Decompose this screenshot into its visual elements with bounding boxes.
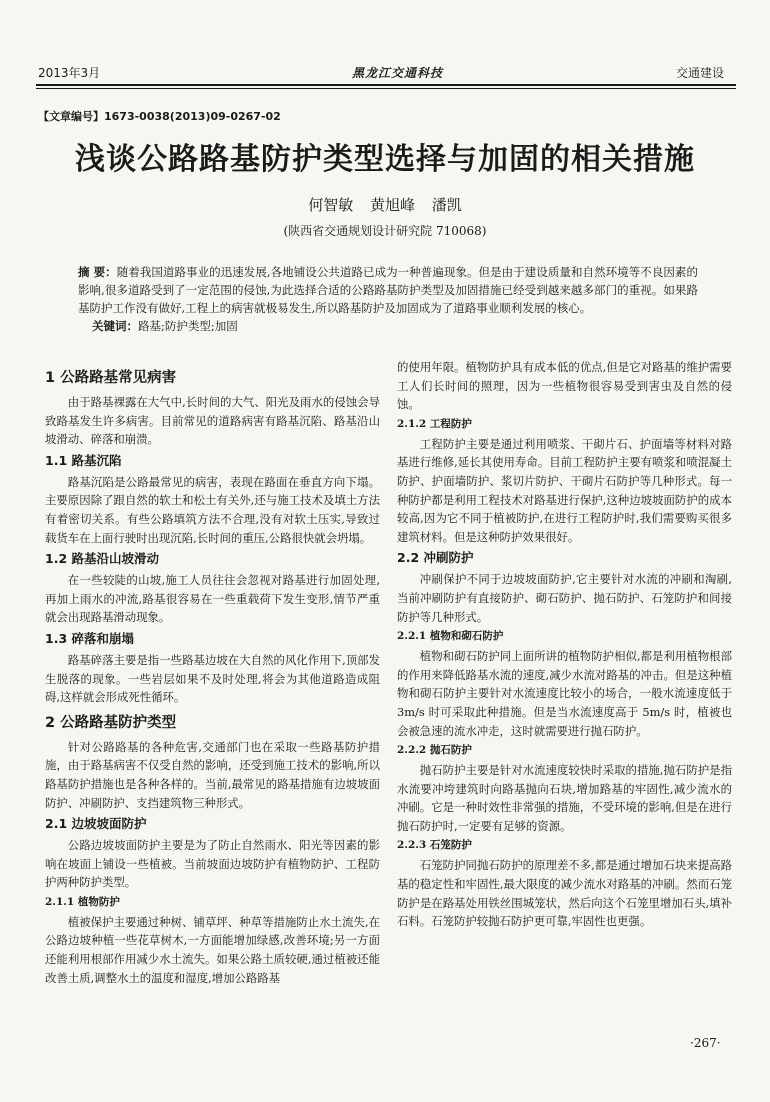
section-heading: 1 公路路基常见病害 — [45, 370, 177, 386]
subsection-heading: 2.2 冲刷防护 — [397, 550, 474, 566]
paragraph: 抛石防护主要是针对水流速度较快时采取的措施,抛石防护是指水流要冲垮建筑时向路基抛向石块,增加路基的牢固性,减少流水的冲刷。它是一种时效性非常强的措施，不受环境的影响,但是在进行抛石防护时,一定要有足够的资源。 — [397, 763, 732, 833]
paragraph: 由于路基裸露在大气中,长时间的大气、阳光及雨水的侵蚀会导致路基发生许多病害。目前常见的道路病害有路基沉陷、路基沿山坡滑动、碎落和崩溃。 — [45, 395, 380, 447]
paragraph: 在一些较陡的山坡,施工人员往往会忽视对路基进行加固处理,再加上雨水的冲流,路基很容易在一些重载荷下发生变形,情节严重就会出现路基滑动现象。 — [45, 573, 380, 625]
subsubsection-heading: 2.1.1 植物防护 — [45, 895, 120, 908]
abstract-block — [78, 263, 698, 335]
affiliation: (陕西省交通规划设计研究院 710068) — [283, 224, 487, 238]
paragraph: 路基碎落主要是指一些路基边坡在大自然的风化作用下,顶部发生脱落的现象。一些岩层如果不及时处理,将会为其他道路造成阻碍,这样就会形成死性循环。 — [45, 652, 380, 705]
keywords-label: 关键词： — [92, 319, 138, 333]
paragraph: 植物和砌石防护同上面所讲的植物防护相似,都是利用植物根部的作用来降低路基水流的速度,减少水流对路基的冲击。但是这种植物和砌石防护主要针对水流速度比较小的场合，一般水流速度低于 3m/s 时可采取此种措施。但是当水流速度高于 5m/s 时，植被也会被急速的流水冲走，这时就需要进行抛石防护。 — [397, 649, 732, 738]
subsubsection-heading: 2.1.2 工程防护 — [397, 417, 472, 430]
abstract — [78, 263, 698, 317]
keywords — [92, 317, 698, 335]
right-column — [397, 358, 732, 931]
subsection-heading: 2.1 边坡坡面防护 — [45, 816, 147, 832]
section-heading: 2 公路路基防护类型 — [45, 714, 177, 731]
paragraph: 路基沉陷是公路最常见的病害，表现在路面在垂直方向下塌。主要原因除了跟自然的软土和松土有关外,还与施工技术及填土方法有着密切关系。有些公路填筑方法不合理,没有对软土压实,导致过载货车在上面行驶时出现沉陷,长时间的重压,公路很快就会坍塌。 — [45, 474, 380, 545]
paragraph: 针对公路路基的各种危害,交通部门也在采取一些路基防护措施，由于路基病害不仅受自然的影响，还受到施工技术的影响,所以路基防护措施也是各种各样的。当前,最常见的路基措施有边坡坡面防护、冲刷防护、支挡建筑物三种形式。 — [45, 739, 380, 810]
issue-date: 2013年3月 — [38, 66, 101, 80]
left-column — [45, 362, 380, 987]
paragraph: 公路边坡坡面防护主要是为了防止自然雨水、阳光等因素的影响在坡面上铺设一些植被。当前坡面边坡防护有植物防护、工程防护两种防护类型。 — [45, 838, 380, 890]
subsubsection-heading: 2.2.3 石笼防护 — [397, 839, 472, 852]
abstract-label: 摘 要： — [78, 265, 117, 279]
subsubsection-heading: 2.2.1 植物和砌石防护 — [397, 630, 504, 643]
header-rule — [36, 84, 736, 86]
abstract-text: 随着我国道路事业的迅速发展,各地铺设公共道路已成为一种普遍现象。但是由于建设质量和自然环境等不良因素的影响,很多道路受到了一定范围的侵蚀,为此选择合适的公路路基防护类型及加固措施已经受到越来越多部门的重视。如果路基防护工作没有做好,工程上的病害就极易发生,所以路基防护及加固成为了道路事业顺利发展的核心。 — [78, 265, 698, 315]
subsection-heading: 1.2 路基沿山坡滑动 — [45, 551, 159, 567]
paragraph: 的使用年限。植物防护具有成本低的优点,但是它对路基的维护需要工人们长时间的照理，因为一些植物很容易受到害虫及自然的侵蚀。 — [397, 360, 732, 412]
section-name: 交通建设 — [676, 66, 725, 80]
paragraph: 石笼防护同抛石防护的原理差不多,都是通过增加石块来提高路基的稳定性和牢固性,最大限度的减少流水对路基的冲刷。然而石笼防护是在路基处用铁丝围城笼状，然后向这个石笼里增加石头,填补石料。石笼防护较抛石防护更可靠,牢固性也更强。 — [397, 858, 732, 929]
page-number: ·267· — [690, 1036, 721, 1050]
paper-title: 浅谈公路路基防护类型选择与加固的相关措施 — [75, 142, 695, 177]
subsection-heading: 1.3 碎落和崩塌 — [45, 630, 134, 646]
keywords-text: 路基;防护类型;加固 — [138, 319, 238, 333]
article-number: 【文章编号】1673-0038(2013)09-0267-02 — [38, 110, 281, 123]
paragraph: 冲刷保护不同于边坡坡面防护,它主要针对水流的冲刷和淘刷,当前冲刷防护有直接防护、砌石防护、抛石防护、石笼防护和间接防护等几种形式。 — [397, 572, 732, 624]
authors: 何智敏 黄旭峰 潘凯 — [308, 196, 462, 214]
subsection-heading: 1.1 路基沉陷 — [45, 452, 122, 468]
header-rule-thin — [36, 88, 736, 89]
subsubsection-heading: 2.2.2 抛石防护 — [397, 744, 472, 757]
journal-name: 黑龙江交通科技 — [352, 66, 444, 80]
paragraph: 植被保护主要通过种树、铺草坪、种草等措施防止水土流失,在公路边坡种植一些花草树木,一方面能增加绿感,改善环境;另一方面还能利用根部作用减少水土流失。如果公路土质较硬,通过植被还能改善土质,调整水土的温度和湿度,增加公路路基 — [45, 914, 380, 985]
paragraph: 工程防护主要是通过利用喷浆、干砌片石、护面墙等材料对路基进行维修,延长其使用寿命。目前工程防护主要有喷浆和喷混凝土防护、护面墙防护、浆切片防护、干砌片石防护等几种形式。每一种防护都是利用工程技术对路基进行保护,这种边坡坡面防护的成本较高,因为它不同于植被防护,在进行工程防护时,我们需要购买很多建筑材料。但是这种防护效果很好。 — [397, 436, 732, 544]
